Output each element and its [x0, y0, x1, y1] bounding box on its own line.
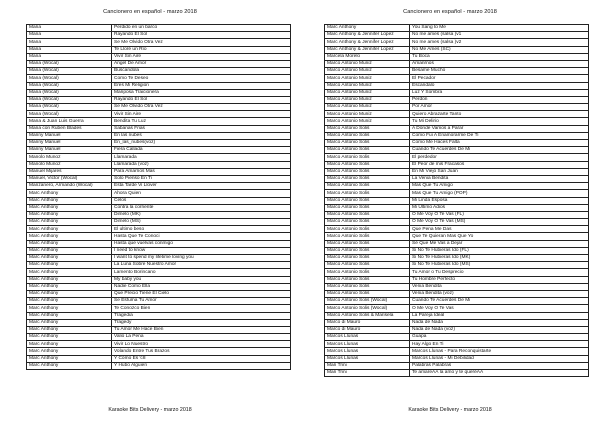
- song-cell: Mi Linda Esposa: [410, 197, 589, 204]
- table-row: [27, 298, 291, 305]
- artist-cell: Marco Antonio Solis: [325, 140, 410, 147]
- table-row: [27, 355, 291, 362]
- artist-cell: Marc Anthony: [27, 255, 112, 262]
- song-cell: Tu Amor Me Hace Bien: [112, 326, 291, 333]
- song-cell: Como Fui A Enamorarme De Ti: [410, 132, 589, 139]
- song-cell: I want to spend my lifetime loving you: [112, 255, 291, 262]
- artist-cell: Marco Antonio Solis: [325, 283, 410, 290]
- table-row: [27, 82, 291, 89]
- song-cell: I need to know: [112, 247, 291, 254]
- artist-cell: Marc Anthony: [27, 341, 112, 348]
- table-row: [27, 154, 291, 161]
- table-row: [325, 118, 589, 125]
- song-cell: Se Me Olvido Otra Vez: [112, 39, 291, 46]
- song-cell: No me ames (salsa )v1: [410, 32, 589, 39]
- artist-cell: Marco Antonio Muniz: [325, 68, 410, 75]
- artist-cell: Marco Antonio Solis: [325, 219, 410, 226]
- song-cell: Buscandola: [112, 68, 291, 75]
- table-row: [325, 269, 589, 276]
- artist-cell: Mana: [27, 46, 112, 53]
- song-cell: Escandalo: [410, 82, 589, 89]
- song-cell: Como Te Deseo: [112, 75, 291, 82]
- table-row: [325, 298, 589, 305]
- song-cell: Mas Que Tu Amigo (POP): [410, 190, 589, 197]
- table-row: [325, 233, 589, 240]
- song-cell: Fiera Callada: [112, 147, 291, 154]
- table-row: [325, 25, 589, 32]
- table-row: [325, 319, 589, 326]
- table-row: [325, 355, 589, 362]
- song-cell: Contra la corriente: [112, 204, 291, 211]
- table-row: [27, 211, 291, 218]
- song-cell: En las nubes: [112, 132, 291, 139]
- left-songs-table: [26, 24, 291, 370]
- artist-cell: Marc Anthony: [27, 334, 112, 341]
- table-row: [27, 168, 291, 175]
- table-row: [27, 255, 291, 262]
- song-cell: Vivir Sin Aire: [112, 53, 291, 60]
- artist-cell: Marc Anthony & Jennifer Lopez: [325, 32, 410, 39]
- artist-cell: Mana: [27, 53, 112, 60]
- table-row: [325, 305, 589, 312]
- artist-cell: Marc Anthony: [27, 269, 112, 276]
- artist-cell: Marco Antonio Solis: [325, 190, 410, 197]
- artist-cell: Marco Antonio Solis: [325, 233, 410, 240]
- song-cell: Que Te Quieran Mas Que Yo: [410, 233, 589, 240]
- artist-cell: Manolo Munoz: [27, 161, 112, 168]
- song-cell: Tu Mi Delirio: [410, 118, 589, 125]
- table-row: [325, 197, 589, 204]
- table-row: [325, 262, 589, 269]
- artist-cell: Marc Anthony: [27, 197, 112, 204]
- table-row: [27, 39, 291, 46]
- artist-cell: Mana: [27, 39, 112, 46]
- song-cell: Perdido en un barco: [112, 25, 291, 32]
- table-row: [27, 25, 291, 32]
- artist-cell: Marco Antonio Solis: [325, 154, 410, 161]
- artist-cell: Marc Anthony: [27, 226, 112, 233]
- table-row: [27, 46, 291, 53]
- song-cell: Nadie Como Ella: [112, 283, 291, 290]
- artist-cell: Marco Antonio Solis: [325, 276, 410, 283]
- song-cell: A Dónde Vamos a Parar: [410, 125, 589, 132]
- song-cell: Cuando Te Acuerdes De Mi: [410, 298, 589, 305]
- table-row: [27, 276, 291, 283]
- song-cell: Marcos Llunas - Para Reconquistarte: [410, 348, 589, 355]
- song-cell: Para Amarnos Mas: [112, 168, 291, 175]
- table-row: [27, 247, 291, 254]
- table-row: [27, 140, 291, 147]
- artist-cell: Marco Antonio Solis: [325, 197, 410, 204]
- song-cell: Sabanas Frias: [112, 125, 291, 132]
- table-row: [325, 46, 589, 53]
- table-row: [27, 262, 291, 269]
- song-cell: Perdon: [410, 96, 589, 103]
- left-page-footer: Karaoke Bits Delivery - marzo 2018: [108, 407, 192, 413]
- artist-cell: Mana (Wocal): [27, 96, 112, 103]
- artist-cell: Marco Antonio Solis (Wocal): [325, 305, 410, 312]
- table-row: [325, 362, 589, 369]
- table-row: [27, 305, 291, 312]
- song-cell: Se Me Olvido Otra Vez: [112, 104, 291, 111]
- table-row: [27, 68, 291, 75]
- song-cell: En Mi Viejo San Juan: [410, 168, 589, 175]
- song-cell: Si No Te Hubieras Ido (FL): [410, 247, 589, 254]
- artist-cell: Marco Antonio Muniz: [325, 75, 410, 82]
- table-row: [27, 118, 291, 125]
- artist-cell: Manzanero, Armando (Wocal): [27, 183, 112, 190]
- table-row: [325, 53, 589, 60]
- artist-cell: Marc Anthony: [27, 211, 112, 218]
- song-cell: Solo Pienso En Ti: [112, 175, 291, 182]
- song-cell: Ahora Quien: [112, 190, 291, 197]
- song-cell: Venia Bendita (voz): [410, 290, 589, 297]
- artist-cell: Marc Anthony: [27, 240, 112, 247]
- song-cell: Dimelo (MK): [112, 211, 291, 218]
- song-cell: Te Conozco Bien: [112, 305, 291, 312]
- artist-cell: Mana con Ruben Blades: [27, 125, 112, 132]
- table-row: [27, 190, 291, 197]
- table-row: [27, 32, 291, 39]
- artist-cell: Marcos Llunas: [325, 334, 410, 341]
- artist-cell: Marco Antonio Muniz: [325, 89, 410, 96]
- song-cell: Sé Que Me Vas a Dejar: [410, 240, 589, 247]
- artist-cell: Manny Manuel: [27, 132, 112, 139]
- artist-cell: Marco Antonio Muniz: [325, 118, 410, 125]
- artist-cell: Marco Antonio Solis & Marisela: [325, 312, 410, 319]
- table-row: [325, 276, 589, 283]
- table-row: [27, 326, 291, 333]
- artist-cell: Marco Antonio Solis: [325, 204, 410, 211]
- table-row: [325, 104, 589, 111]
- artist-cell: Mana (Wocal): [27, 82, 112, 89]
- song-cell: Mi Ultimo Adios: [410, 204, 589, 211]
- table-row: [325, 326, 589, 333]
- table-row: [325, 247, 589, 254]
- song-cell: Tragedia: [112, 312, 291, 319]
- song-cell: Besame Mucho: [410, 68, 589, 75]
- table-row: [27, 104, 291, 111]
- artist-cell: Marc Anthony & Jennifer Lopez: [325, 46, 410, 53]
- song-cell: Hasta Que Te Conoci: [112, 233, 291, 240]
- table-row: [27, 334, 291, 341]
- song-cell: Nada de Nada: [410, 319, 589, 326]
- song-cell: Tu Boca: [410, 53, 589, 60]
- table-row: [27, 226, 291, 233]
- artist-cell: Mana: [27, 32, 112, 39]
- left-page-header: Cancionero en español - marzo 2018: [103, 9, 197, 15]
- artist-cell: Marc Anthony: [27, 362, 112, 369]
- table-row: [27, 147, 291, 154]
- artist-cell: Mana (Wocal): [27, 60, 112, 67]
- song-cell: Tu Hombre Perfecto: [410, 276, 589, 283]
- song-cell: El perdedor: [410, 154, 589, 161]
- artist-cell: Marc Anthony: [27, 204, 112, 211]
- song-cell: Vivir Lo Nuestro: [112, 341, 291, 348]
- artist-cell: Marc Anthony: [325, 25, 410, 32]
- song-cell: Y Hubo Alguien: [112, 362, 291, 369]
- table-row: [325, 75, 589, 82]
- artist-cell: Marco Antonio Solis: [325, 183, 410, 190]
- right-songs-table: [324, 24, 589, 377]
- artist-cell: Marc Anthony: [27, 219, 112, 226]
- table-row: [27, 60, 291, 67]
- artist-cell: Maria: [27, 25, 112, 32]
- table-row: [325, 147, 589, 154]
- table-row: [27, 312, 291, 319]
- artist-cell: Marco Antonio Solis: [325, 269, 410, 276]
- artist-cell: Marco Antonio Solis: [325, 255, 410, 262]
- song-cell: Vivir Sin Aire: [112, 111, 291, 118]
- artist-cell: Marco Antonio Solis: [325, 132, 410, 139]
- table-row: [27, 132, 291, 139]
- artist-cell: Mana (Wocal): [27, 75, 112, 82]
- artist-cell: Marc Anthony: [27, 326, 112, 333]
- song-cell: Tu Amor o Tu Desprecio: [410, 269, 589, 276]
- table-row: [27, 175, 291, 182]
- artist-cell: Marco Antonio Solis: [325, 147, 410, 154]
- song-cell: El Pecador: [410, 75, 589, 82]
- song-cell: Celos: [112, 197, 291, 204]
- artist-cell: Marc Anthony: [27, 283, 112, 290]
- song-cell: La Luna Sobre Nuestro Amor: [112, 262, 291, 269]
- artist-cell: Mana (Wocal): [27, 111, 112, 118]
- song-cell: Eres Mi Religion: [112, 82, 291, 89]
- artist-cell: Marco Antonio Solis: [325, 211, 410, 218]
- song-cell: Nada de Nada (voz): [410, 326, 589, 333]
- song-cell: Rayando El Sol: [112, 96, 291, 103]
- artist-cell: Manny Manuel: [27, 147, 112, 154]
- song-cell: Guapa: [410, 334, 589, 341]
- table-row: [325, 334, 589, 341]
- right-page-footer: Karaoke Bits Delivery - marzo 2018: [408, 407, 492, 413]
- table-row: [325, 312, 589, 319]
- artist-cell: Marc Anthony: [27, 247, 112, 254]
- artist-cell: Marcos Llunas: [325, 355, 410, 362]
- table-row: [325, 132, 589, 139]
- song-cell: My baby you: [112, 276, 291, 283]
- song-cell: Lamento Borincano: [112, 269, 291, 276]
- song-cell: No Me Ames (SC): [410, 46, 589, 53]
- artist-cell: Marcos Llunas: [325, 348, 410, 355]
- song-cell: Si No Te Hubieras Ido (MK): [410, 255, 589, 262]
- artist-cell: Marco Antonio Muniz: [325, 104, 410, 111]
- song-cell: O Me Voy O Te Vas (FL): [410, 211, 589, 218]
- table-row: [27, 111, 291, 118]
- artist-cell: Marco Antonio Solis: [325, 125, 410, 132]
- song-cell: You Sang to Me: [410, 25, 589, 32]
- table-row: [27, 290, 291, 297]
- table-row: [27, 53, 291, 60]
- song-cell: La Pareja Ideal: [410, 312, 589, 319]
- artist-cell: Marc Anthony: [27, 233, 112, 240]
- artist-cell: Marc Anthony: [27, 190, 112, 197]
- song-cell: No me ames (salsa )v2: [410, 39, 589, 46]
- artist-cell: Marc Anthony & Jennifer Lopez: [325, 39, 410, 46]
- song-cell: Dimelo (MS): [112, 219, 291, 226]
- artist-cell: Manuel Mijares: [27, 168, 112, 175]
- table-row: [325, 290, 589, 297]
- table-row: [325, 255, 589, 262]
- artist-cell: Marco Antonio Solis: [325, 290, 410, 297]
- table-row: [27, 89, 291, 96]
- song-cell: Llamarada (voz): [112, 161, 291, 168]
- artist-cell: Marc Anthony: [27, 276, 112, 283]
- song-cell: Palabras Palabras: [410, 362, 589, 369]
- table-row: [27, 341, 291, 348]
- song-cell: La Venia Bendita: [410, 175, 589, 182]
- artist-cell: Manny Manuel: [27, 140, 112, 147]
- artist-cell: Marco di Mauro: [325, 326, 410, 333]
- table-row: [325, 283, 589, 290]
- artist-cell: Marco Antonio Muniz: [325, 82, 410, 89]
- artist-cell: Marco Antonio Solis: [325, 168, 410, 175]
- artist-cell: Marc Anthony: [27, 312, 112, 319]
- artist-cell: Marc Anthony: [27, 319, 112, 326]
- table-row: [325, 89, 589, 96]
- song-cell: O Me Voy O Te Vas (MS): [410, 219, 589, 226]
- song-cell: Hasta que vuelvas conmigo: [112, 240, 291, 247]
- table-row: [325, 96, 589, 103]
- artist-cell: Marco Antonio Solis: [325, 262, 410, 269]
- table-row: [325, 226, 589, 233]
- table-row: [325, 68, 589, 75]
- table-row: [27, 204, 291, 211]
- song-cell: Valio La Pena: [112, 334, 291, 341]
- song-cell: Cuando Te Acuerdes De Mi: [410, 147, 589, 154]
- artist-cell: Marco di Mauro: [325, 319, 410, 326]
- song-cell: Luz Y Sombra: [410, 89, 589, 96]
- table-row: [325, 125, 589, 132]
- artist-cell: Marc Anthony: [27, 348, 112, 355]
- table-row: [27, 197, 291, 204]
- table-row: [325, 183, 589, 190]
- table-row: [325, 161, 589, 168]
- table-row: [27, 161, 291, 168]
- song-cell: Llamarada: [112, 154, 291, 161]
- song-cell: Amanrnos: [410, 60, 589, 67]
- artist-cell: Marco Antonio Solis (Wocal): [325, 298, 410, 305]
- table-row: [325, 39, 589, 46]
- artist-cell: Marco Antonio Muniz: [325, 60, 410, 67]
- song-cell: Se Esfuma Tu Amor: [112, 298, 291, 305]
- table-row: [325, 32, 589, 39]
- song-cell: Quiero Abrazarte Tanto: [410, 111, 589, 118]
- table-row: [27, 240, 291, 247]
- song-cell: Angel De Amor: [112, 60, 291, 67]
- table-row: [325, 341, 589, 348]
- table-row: [27, 319, 291, 326]
- song-cell: Venia Bendita: [410, 283, 589, 290]
- table-row: [27, 125, 291, 132]
- artist-cell: Manolo Munoz: [27, 154, 112, 161]
- song-cell: Rayando El Sol: [112, 32, 291, 39]
- artist-cell: Mari Trini: [325, 362, 410, 369]
- artist-cell: Marco Antonio Muniz: [325, 111, 410, 118]
- song-cell: Si No Te Hubieras Ido (MS): [410, 262, 589, 269]
- song-cell: Te amareÃÂ la amo y te queréÃÂ: [410, 370, 589, 377]
- song-cell: Volando Entre Tus Brazos: [112, 348, 291, 355]
- song-cell: El Peor de mis Fracasos: [410, 161, 589, 168]
- artist-cell: Marc Anthony: [27, 290, 112, 297]
- song-cell: Marcos Llunas - Mi Debilidad: [410, 355, 589, 362]
- song-cell: En_las_nubes(voz): [112, 140, 291, 147]
- table-row: [325, 240, 589, 247]
- table-row: [325, 168, 589, 175]
- table-row: [325, 204, 589, 211]
- song-cell: Te Lloré un Río: [112, 46, 291, 53]
- artist-cell: Marc Anthony: [27, 298, 112, 305]
- artist-cell: Marc Anthony: [27, 355, 112, 362]
- song-cell: Como Me Haces Falta: [410, 140, 589, 147]
- artist-cell: Marc Anthony: [27, 305, 112, 312]
- table-row: [27, 183, 291, 190]
- artist-cell: Mana (Wocal): [27, 89, 112, 96]
- song-cell: Que Pena Me Das: [410, 226, 589, 233]
- table-row: [27, 283, 291, 290]
- artist-cell: Mana (Wocal): [27, 104, 112, 111]
- table-row: [27, 75, 291, 82]
- artist-cell: Marco Antonio Solis: [325, 175, 410, 182]
- table-row: [325, 219, 589, 226]
- song-cell: Y Cómo Es 'c8: [112, 355, 291, 362]
- song-cell: Que Precio Tiene El Cielo: [112, 290, 291, 297]
- song-cell: Esta Tarde Vi Llover: [112, 183, 291, 190]
- artist-cell: Marco Antonio Muniz: [325, 96, 410, 103]
- table-row: [27, 269, 291, 276]
- artist-cell: Manuel, Victor (Wocal): [27, 175, 112, 182]
- artist-cell: Marco Antonio Solis: [325, 247, 410, 254]
- table-row: [27, 348, 291, 355]
- table-row: [325, 211, 589, 218]
- table-row: [325, 140, 589, 147]
- song-cell: Mas Que Tu Amigo: [410, 183, 589, 190]
- table-row: [325, 190, 589, 197]
- song-cell: O Me Voy O Te Vas: [410, 305, 589, 312]
- song-cell: El ultimo beso: [112, 226, 291, 233]
- table-row: [27, 233, 291, 240]
- right-page-header: Cancionero en español - marzo 2018: [403, 9, 497, 15]
- song-cell: Por Amor: [410, 104, 589, 111]
- table-row: [27, 219, 291, 226]
- table-row: [325, 348, 589, 355]
- artist-cell: Marc Anthony: [27, 262, 112, 269]
- artist-cell: Marcos Llunas: [325, 341, 410, 348]
- table-row: [325, 82, 589, 89]
- song-cell: Hay Algo En Ti: [410, 341, 589, 348]
- artist-cell: Marcela Morelo: [325, 53, 410, 60]
- table-row: [325, 175, 589, 182]
- artist-cell: Marco Antonio Solis: [325, 240, 410, 247]
- table-row: [27, 96, 291, 103]
- artist-cell: Mari Trini: [325, 370, 410, 377]
- song-cell: Mariposa Traicionera: [112, 89, 291, 96]
- artist-cell: Marco Antonio Solis: [325, 161, 410, 168]
- table-row: [325, 154, 589, 161]
- table-row: [325, 60, 589, 67]
- table-row: [325, 111, 589, 118]
- table-row: [325, 370, 589, 377]
- artist-cell: Mana & Juan Luis Guerra: [27, 118, 112, 125]
- artist-cell: Marco Antonio Solis: [325, 226, 410, 233]
- song-cell: Tragedy: [112, 319, 291, 326]
- artist-cell: Mana (Wocal): [27, 68, 112, 75]
- table-row: [27, 362, 291, 369]
- song-cell: Bendita Tu Luz: [112, 118, 291, 125]
